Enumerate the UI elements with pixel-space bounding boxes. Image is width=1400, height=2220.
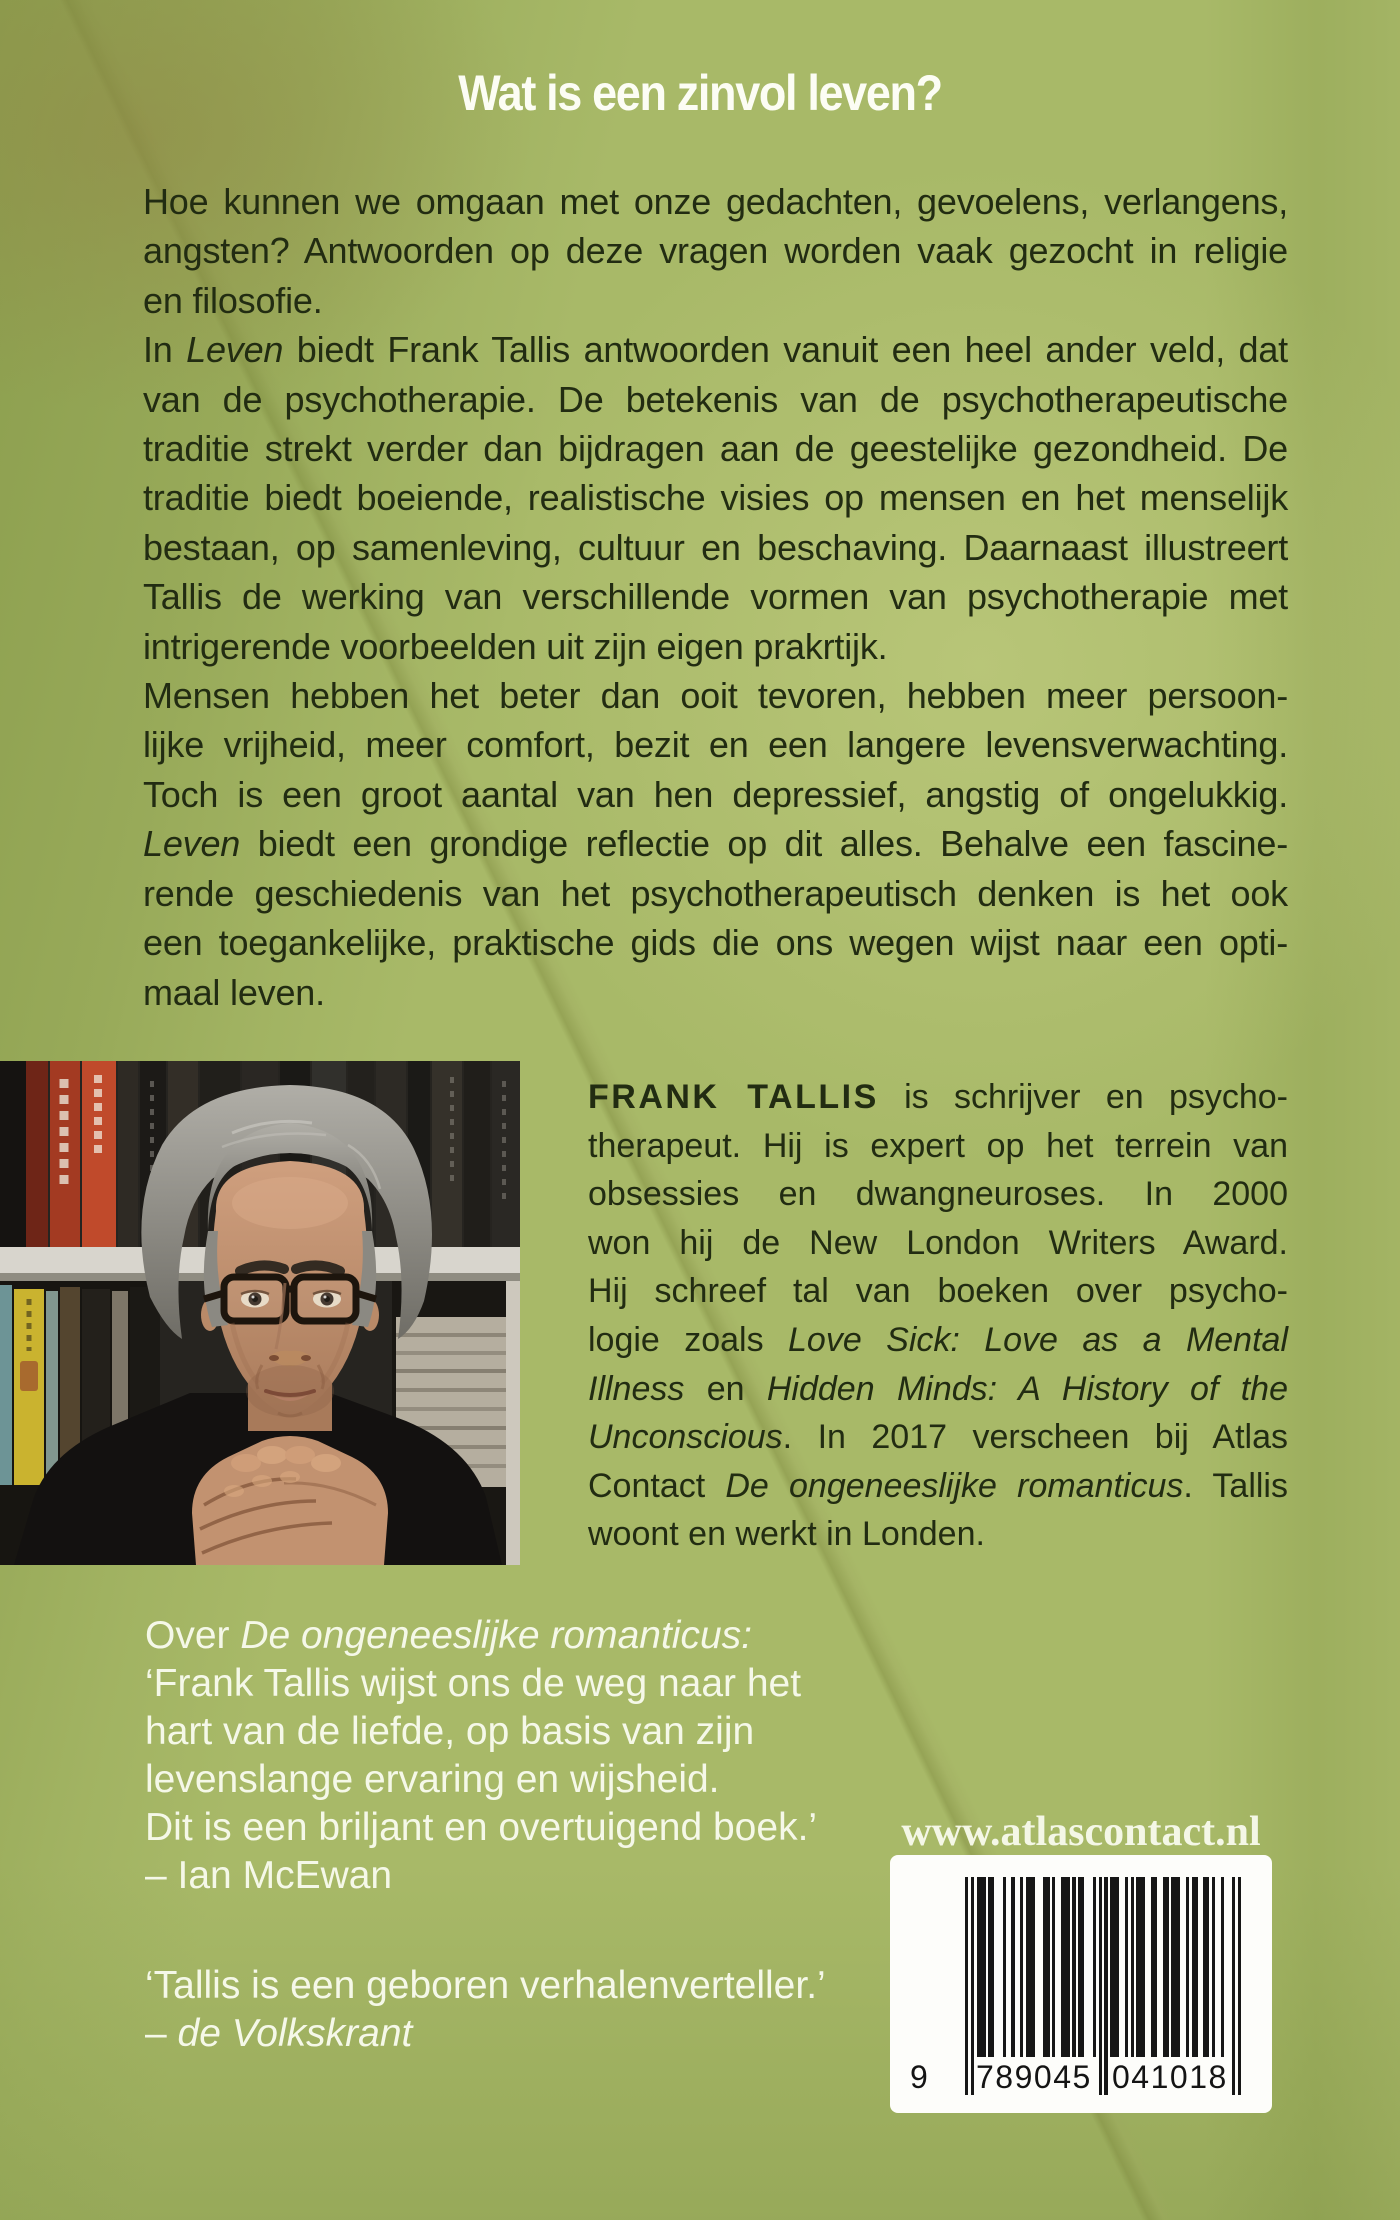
text-line: Toch is een groot aantal van hen depressief, angstig of ongelukkig.: [143, 773, 1288, 815]
barcode-bar: [965, 1877, 968, 2095]
text-line: Over De ongeneeslijke romanticus:: [145, 1614, 752, 1657]
author-portrait-illustration: [0, 1061, 520, 1565]
isbn-digit-group: 789045: [976, 2059, 1092, 2095]
text-line: Leven biedt een grondige reflectie op dit alles. Behalve een fascine-: [143, 823, 1288, 865]
text-line: Hij schreef tal van boeken over psycho-: [588, 1272, 1288, 1311]
barcode-bar: [1203, 1877, 1209, 2057]
barcode-bar: [1078, 1877, 1084, 2057]
author-bio-text: [588, 1073, 1288, 1559]
cover-headline: Wat is een zinvol leven?: [458, 65, 942, 121]
blurb-text: [143, 177, 1288, 1017]
text-line: Dit is een briljant en overtuigend boek.’: [145, 1806, 818, 1849]
text-line: In Leven biedt Frank Tallis antwoorden vanuit een heel ander veld, dat: [143, 329, 1288, 371]
text-line: Illness en Hidden Minds: A History of the: [588, 1369, 1288, 1408]
barcode-bar: [1136, 1877, 1145, 2057]
text-line: hart van de liefde, op basis van zijn: [145, 1710, 755, 1753]
text-line: Unconscious. In 2017 verscheen bij Atlas: [588, 1418, 1288, 1457]
text-line: Tallis de werking van verschillende vormen van psychotherapie met: [143, 576, 1288, 618]
text-line: won hij de New London Writers Award.: [588, 1223, 1288, 1262]
text-line: bestaan, op samenleving, cultuur en beschaving. Daarnaast illustreert: [143, 526, 1288, 568]
barcode-bar: [1171, 1877, 1180, 2057]
barcode-bar: [1093, 1877, 1096, 2057]
text-line: lijke vrijheid, meer comfort, bezit en een langere levensverwachting.: [143, 724, 1288, 766]
text-line: levenslange ervaring en wijsheid.: [145, 1758, 720, 1801]
barcode-bar: [1238, 1877, 1241, 2095]
text-line: logie zoals Love Sick: Love as a Mental: [588, 1320, 1289, 1359]
barcode-bar: [1192, 1877, 1198, 2057]
barcode-bar: [977, 1877, 986, 2057]
quote-mcewan: [145, 1612, 817, 1900]
barcode-bar: [1003, 1877, 1006, 2057]
barcode-bar: [1011, 1877, 1014, 2057]
barcode-bar: [1072, 1877, 1075, 2057]
barcode-bar: [1232, 1877, 1235, 2095]
barcode-bar: [1099, 1877, 1102, 2095]
barcode-bar: [1151, 1877, 1157, 2057]
barcode-panel: [890, 1855, 1272, 2113]
left-eyebrow: [240, 1265, 284, 1271]
barcode-bar: [1026, 1877, 1035, 2057]
text-line: therapeut. Hij is expert op het terrein van: [588, 1126, 1288, 1165]
barcode-bar: [971, 1877, 974, 2095]
text-line: Contact De ongeneeslijke romanticus. Tallis: [588, 1466, 1288, 1505]
barcode-bar: [1221, 1877, 1224, 2057]
barcode-bar: [1131, 1877, 1134, 2057]
text-line: van de psychotherapie. De betekenis van de psychotherapeutische: [143, 378, 1288, 420]
text-line: – de Volkskrant: [145, 2012, 413, 2055]
text-line: intrigerende voorbeelden uit zijn eigen prakrtijk.: [143, 625, 888, 667]
barcode-bar: [1212, 1877, 1215, 2057]
barcode-bar: [1163, 1877, 1169, 2057]
barcode-bar: [1110, 1877, 1119, 2057]
barcode-bar: [1043, 1877, 1049, 2057]
text-line: een toegankelijke, praktische gids die ons wegen wijst naar een opti-: [143, 922, 1288, 964]
text-line: ‘Tallis is een geboren verhalenverteller.’: [145, 1964, 826, 2007]
isbn-digit-group: 041018: [1112, 2059, 1228, 2095]
text-line: Hoe kunnen we omgaan met onze gedachten, gevoelens, verlangens,: [143, 181, 1288, 222]
text-line: traditie biedt boeiende, realistische visies op mensen en het menselijk: [143, 477, 1288, 519]
text-line: obsessies en dwangneuroses. In 2000: [588, 1175, 1288, 1214]
barcode-bar: [1104, 1877, 1107, 2095]
text-line: ‘Frank Tallis wijst ons de weg naar het: [145, 1662, 802, 1705]
text-line: maal leven.: [143, 971, 325, 1013]
barcode-bar: [1061, 1877, 1070, 2057]
barcode-bar: [1020, 1877, 1023, 2057]
text-line: Mensen hebben het beter dan ooit tevoren, hebben meer persoon-: [143, 675, 1288, 717]
barcode-bar: [1186, 1877, 1189, 2057]
text-line: – Ian McEwan: [145, 1854, 393, 1897]
barcode-bar: [1125, 1877, 1128, 2057]
right-eyebrow: [296, 1265, 340, 1271]
barcode-bar: [1052, 1877, 1055, 2057]
text-line: rende geschiedenis van het psychotherapeutisch denken is het ook: [143, 872, 1288, 914]
isbn-digit-group: 9: [910, 2059, 930, 2095]
text-line: woont en werkt in Londen.: [588, 1515, 985, 1554]
quote-volkskrant: [145, 1962, 826, 2058]
text-line: FRANK TALLIS is schrijver en psycho-: [588, 1078, 1289, 1116]
barcode-bar: [988, 1877, 994, 2057]
text-line: traditie strekt verder dan bijdragen aan de geestelijke gezondheid. De: [143, 428, 1288, 470]
text-line: en filosofie.: [143, 279, 323, 321]
publisher-website: www.atlascontact.nl: [901, 1809, 1261, 1855]
author-photo: [0, 1061, 520, 1565]
text-line: angsten? Antwoorden op deze vragen worden vaak gezocht in religie: [143, 230, 1288, 272]
